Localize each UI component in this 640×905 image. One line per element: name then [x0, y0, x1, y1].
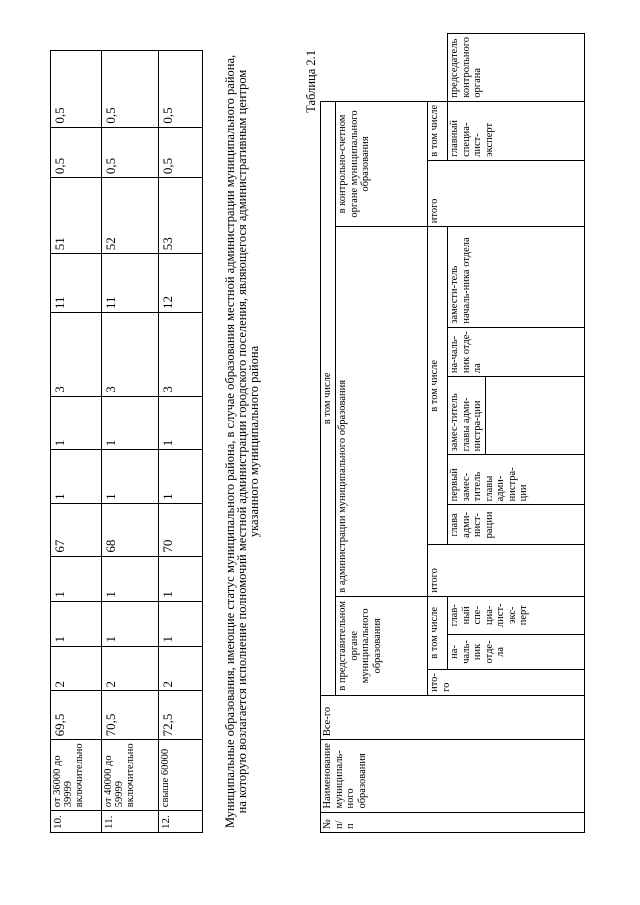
population-range: от 40000 до 59999 включительно	[102, 740, 159, 811]
header-num: № п/п	[321, 812, 585, 832]
cell-value: 1	[159, 450, 203, 504]
cell-value: 1	[51, 601, 102, 646]
cell-value: 2	[51, 646, 102, 691]
table-caption: Таблица 2.1	[304, 50, 318, 113]
row-number: 11.	[102, 811, 159, 833]
header-rep-itogo: ито-го	[428, 670, 585, 696]
header-admin-in-total: в том числе	[428, 227, 448, 545]
cell-value: 2	[159, 646, 203, 691]
header-name: Наименование муниципаль-ного образования	[321, 740, 585, 812]
cell-value: 0,5	[102, 127, 159, 178]
header-admin-itogo: итого	[428, 545, 585, 596]
header-adm-dep-dept-head: замести-тель началь-ника отдела	[448, 227, 585, 327]
cell-value: 1	[102, 601, 159, 646]
cell-value: 11	[102, 254, 159, 313]
cell-value: 1	[102, 450, 159, 504]
cell-value: 0,5	[102, 51, 159, 128]
cell-value: 68	[102, 503, 159, 556]
header-adm-dept-head: на-чаль-ник отде-ла	[448, 327, 585, 376]
cell-value: 0,5	[51, 127, 102, 178]
cell-total: 69,5	[51, 691, 102, 740]
section-heading-paragraph: Муниципальные образования, имеющие статус муниципального района, в случае образования местной администрации муниципального района, на которую возлагается исполнение полномочий местной администрации городского поселения, являющегося административным центром указанного муниципального района	[223, 54, 261, 829]
staff-norms-table-continuation	[50, 50, 203, 833]
cell-value: 1	[102, 396, 159, 450]
header-rep-spec: глав-ный спе-циа-лист-экс-перт	[448, 596, 585, 634]
cell-value: 11	[51, 254, 102, 313]
cell-value: 3	[159, 312, 203, 396]
cell-value: 3	[102, 312, 159, 396]
cell-value: 53	[159, 178, 203, 254]
header-adm-chief-spec: главный специа-лист-эксперт	[448, 101, 585, 160]
row-number: 10.	[51, 811, 102, 833]
cell-value: 70	[159, 503, 203, 556]
cell-value: 52	[102, 178, 159, 254]
cell-value: 3	[51, 312, 102, 396]
header-kso: в контрольно-счетном органе муниципального образования	[336, 101, 428, 227]
table-row	[102, 51, 159, 833]
cell-value: 0,5	[159, 51, 203, 128]
cell-value: 0,5	[159, 127, 203, 178]
table-row	[51, 51, 102, 833]
cell-value: 1	[159, 396, 203, 450]
header-rep-in-total: в том числе	[428, 596, 448, 669]
header-in-total: в том числе	[321, 101, 336, 695]
population-range: свыше 60000	[159, 740, 203, 811]
cell-total: 72,5	[159, 691, 203, 740]
population-range: от 36000 до 39999 включительно	[51, 740, 102, 811]
header-kso-itogo: итого	[428, 160, 585, 226]
cell-value: 1	[159, 556, 203, 601]
row-number: 12.	[159, 811, 203, 833]
cell-value: 1	[51, 450, 102, 504]
header-adm-head: глава адми-нист-рации	[448, 505, 585, 545]
cell-total: 70,5	[102, 691, 159, 740]
cell-value: 0,5	[51, 51, 102, 128]
cell-value: 1	[159, 601, 203, 646]
header-adm-dep: замес-титель главы адми-нистра-ции	[448, 377, 486, 455]
header-adm-first-dep: первый замес-титель главы адми-нистра-ции	[448, 455, 585, 505]
header-admin: в администрации муниципального образования	[336, 227, 428, 596]
header-kso-chair: председатель контрольного органа	[448, 34, 585, 102]
cell-value: 51	[51, 178, 102, 254]
header-rep-organ: в представительном органе муниципального образования	[336, 596, 428, 695]
table-row	[159, 51, 203, 833]
header-adm-dep-spacer	[485, 377, 584, 455]
cell-value: 67	[51, 503, 102, 556]
cell-value: 1	[102, 556, 159, 601]
header-kso-in-total: в том числе	[428, 101, 448, 160]
cell-value: 12	[159, 254, 203, 313]
header-total: Все-го	[321, 695, 585, 739]
header-rep-head: на-чаль-ник отде-ла	[448, 634, 585, 669]
cell-value: 1	[51, 556, 102, 601]
cell-value: 1	[51, 396, 102, 450]
cell-value: 2	[102, 646, 159, 691]
staff-norms-table-header	[320, 33, 585, 833]
